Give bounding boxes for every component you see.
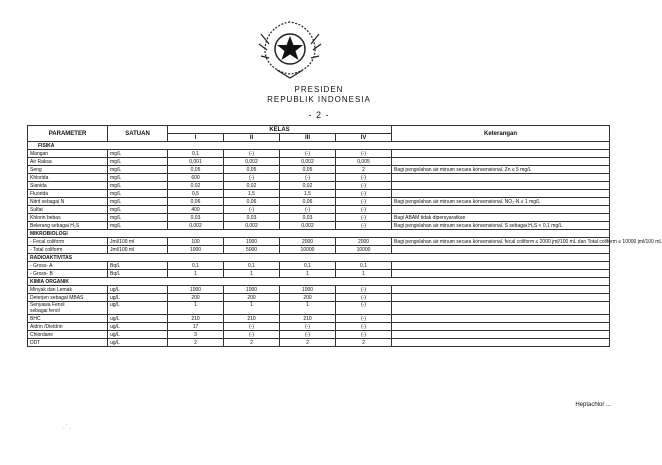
class-value-cell: 0,02	[168, 182, 224, 190]
parameter-cell: Khlorin bebas	[28, 214, 108, 222]
class-value-cell: 0,002	[280, 158, 336, 166]
unit-cell: Bq/L	[108, 262, 168, 270]
unit-cell: ug/L	[108, 315, 168, 323]
parameter-cell: Minyak dan Lemak	[28, 286, 108, 294]
parameter-line: sebagai fenol	[30, 308, 60, 314]
section-row	[28, 230, 610, 238]
keterangan-cell	[392, 190, 610, 198]
section-title: KIMIA ORGANIK	[28, 278, 610, 286]
parameter-cell: Khlorida	[28, 174, 108, 182]
class-value-cell: (-)	[280, 331, 336, 339]
class-value-cell: 1000	[168, 286, 224, 294]
class-value-cell: 210	[224, 315, 280, 323]
unit-cell: ug/L	[108, 294, 168, 302]
class-value-cell: 0,06	[280, 198, 336, 206]
table-row	[28, 339, 610, 347]
class-value-cell: (-)	[224, 206, 280, 214]
class-value-cell: (-)	[336, 206, 392, 214]
unit-cell: mg/L	[108, 174, 168, 182]
table-row	[28, 262, 610, 270]
class-value-cell: 0,03	[280, 214, 336, 222]
page-number: - 2 -	[308, 110, 330, 120]
class-value-cell: (-)	[336, 315, 392, 323]
class-value-cell: 2	[280, 339, 336, 347]
header-kelas: KELAS	[168, 126, 392, 134]
parameter-cell: Sianida	[28, 182, 108, 190]
class-value-cell: 0,05	[280, 166, 336, 174]
class-value-cell: 0,001	[168, 158, 224, 166]
scan-artifact: · ˙ .	[62, 425, 71, 431]
unit-cell: Jml/100 ml	[108, 238, 168, 246]
table-row	[28, 174, 610, 182]
unit-cell: Jml/100 ml	[108, 246, 168, 254]
keterangan-cell	[392, 323, 610, 331]
unit-cell: ug/L	[108, 286, 168, 294]
unit-cell: mg/L	[108, 198, 168, 206]
class-value-cell: 210	[280, 315, 336, 323]
unit-cell: mg/L	[108, 214, 168, 222]
table-row	[28, 182, 610, 190]
keterangan-cell	[392, 315, 610, 323]
parameter-cell: BHC	[28, 315, 108, 323]
class-value-cell: 1000	[280, 286, 336, 294]
class-value-cell: (-)	[336, 294, 392, 302]
class-value-cell: 2	[224, 339, 280, 347]
header-kelas-4: IV	[336, 134, 392, 142]
keterangan-cell: Bagi pengolahan air minum secara konvensional, Zn ≤ 5 mg/L	[392, 166, 610, 174]
section-title: RADIOAKTIVITAS	[28, 254, 610, 262]
parameter-cell: - Gross- B	[28, 270, 108, 278]
class-value-cell: 0,005	[336, 158, 392, 166]
class-value-cell: 10000	[280, 246, 336, 254]
table-row	[28, 214, 610, 222]
class-value-cell: (-)	[336, 182, 392, 190]
table-row	[28, 270, 610, 278]
class-value-cell: 17	[168, 323, 224, 331]
table-row	[28, 222, 610, 230]
table-row	[28, 166, 610, 174]
parameter-cell: Chlordane	[28, 331, 108, 339]
class-value-cell: (-)	[280, 206, 336, 214]
keterangan-cell	[392, 206, 610, 214]
parameter-cell: Air Raksa	[28, 158, 108, 166]
quality-standards-table	[27, 125, 662, 347]
keterangan-cell	[392, 339, 610, 347]
class-value-cell: 2000	[280, 238, 336, 246]
header-kelas-1: I	[168, 134, 224, 142]
class-value-cell: 3	[168, 331, 224, 339]
unit-cell: mg/L	[108, 158, 168, 166]
table-row	[28, 302, 610, 315]
class-value-cell: 1000	[224, 286, 280, 294]
table-row	[28, 150, 610, 158]
class-value-cell: 2	[168, 339, 224, 347]
class-value-cell: 1,5	[224, 190, 280, 198]
unit-cell: ug/L	[108, 331, 168, 339]
table-row	[28, 286, 610, 294]
parameter-cell: Fluorida	[28, 190, 108, 198]
class-value-cell: 0,06	[168, 198, 224, 206]
keterangan-cell: Bagi ABAM tidak dipersyaratkan	[392, 214, 610, 222]
class-value-cell: (-)	[280, 174, 336, 182]
class-value-cell: 0,02	[280, 182, 336, 190]
parameter-line: Senyawa Fenol	[30, 302, 65, 308]
class-value-cell: 1	[224, 270, 280, 278]
class-value-cell: 1000	[168, 246, 224, 254]
keterangan-cell	[392, 246, 610, 254]
class-value-cell: 2	[336, 339, 392, 347]
class-value-cell: 1	[224, 302, 280, 315]
table-body	[28, 142, 662, 347]
keterangan-cell	[392, 182, 610, 190]
class-value-cell: 0,1	[168, 262, 224, 270]
header-kelas-2: II	[224, 134, 280, 142]
keterangan-cell	[392, 331, 610, 339]
garuda-emblem-icon	[255, 14, 325, 80]
class-value-cell: 10000	[336, 246, 392, 254]
unit-cell: mg/L	[108, 166, 168, 174]
parameter-cell: Belerang sebagai H₂S	[28, 222, 108, 230]
class-value-cell: 0,05	[224, 166, 280, 174]
unit-cell: mg/L	[108, 206, 168, 214]
class-value-cell: (-)	[224, 150, 280, 158]
header-satuan: SATUAN	[108, 126, 168, 142]
parameter-cell: Sulfat	[28, 206, 108, 214]
section-row	[28, 254, 610, 262]
table-row	[28, 238, 610, 246]
table-row	[28, 206, 610, 214]
unit-cell: mg/L	[108, 182, 168, 190]
unit-cell: Bq/L	[108, 270, 168, 278]
keterangan-cell: Bagi pengolahan air minum secara konvensional, fecal coliform ≤ 2000 jml/100 mL dan Total coliform ≤ 10000 jml/100 mL	[392, 238, 610, 246]
class-value-cell: 5000	[224, 246, 280, 254]
class-value-cell: (-)	[336, 198, 392, 206]
class-value-cell: (-)	[336, 174, 392, 182]
unit-cell: mg/L	[108, 150, 168, 158]
parameter-cell: Mangan	[28, 150, 108, 158]
unit-cell: ug/L	[108, 302, 168, 315]
class-value-cell: 1	[336, 270, 392, 278]
keterangan-cell	[392, 150, 610, 158]
continuation-note: Heptachlor ...	[575, 402, 611, 408]
class-value-cell: (-)	[336, 286, 392, 294]
class-value-cell: (-)	[336, 323, 392, 331]
class-value-cell: 2000	[336, 238, 392, 246]
class-value-cell: 100	[168, 238, 224, 246]
class-value-cell: 1000	[224, 238, 280, 246]
class-value-cell: 1	[280, 302, 336, 315]
parameter-cell	[28, 302, 108, 315]
class-value-cell: 0,03	[168, 214, 224, 222]
class-value-cell: (-)	[224, 323, 280, 331]
parameter-cell: Nitrit sebagai N	[28, 198, 108, 206]
class-value-cell: 0,03	[224, 214, 280, 222]
table-row	[28, 198, 610, 206]
class-value-cell: 1	[168, 302, 224, 315]
keterangan-cell	[392, 286, 610, 294]
header-presiden: PRESIDEN	[294, 85, 344, 94]
class-value-cell: 0,1	[280, 262, 336, 270]
class-value-cell: 600	[168, 174, 224, 182]
table-row	[28, 190, 610, 198]
table-row	[28, 294, 610, 302]
class-value-cell: (-)	[336, 222, 392, 230]
class-value-cell: (-)	[336, 214, 392, 222]
class-value-cell: 2	[336, 166, 392, 174]
header-parameter: PARAMETER	[28, 126, 108, 142]
keterangan-cell	[392, 262, 610, 270]
parameter-cell: Seng	[28, 166, 108, 174]
class-value-cell: 1	[280, 270, 336, 278]
header-kelas-3: III	[280, 134, 336, 142]
keterangan-cell	[392, 270, 610, 278]
keterangan-cell	[392, 174, 610, 182]
class-value-cell: 0,05	[168, 166, 224, 174]
unit-cell: ug/L	[108, 339, 168, 347]
class-value-cell: 200	[224, 294, 280, 302]
class-value-cell: 0,1	[336, 262, 392, 270]
table-row	[28, 158, 610, 166]
section-row	[28, 278, 610, 286]
parameter-cell: - Fecal coliform	[28, 238, 108, 246]
header-keterangan: Keterangan	[392, 126, 610, 142]
class-value-cell: 0,002	[168, 222, 224, 230]
class-value-cell: 0,002	[224, 222, 280, 230]
class-value-cell: (-)	[336, 331, 392, 339]
keterangan-cell: Bagi pengolahan air minum secara konvensional, S sebagai H₂S < 0,1 mg/L	[392, 222, 610, 230]
class-value-cell: 1	[168, 270, 224, 278]
parameter-cell: Aldrin /Dieldrin	[28, 323, 108, 331]
unit-cell: ug/L	[108, 323, 168, 331]
class-value-cell: (-)	[224, 331, 280, 339]
class-value-cell: 0,02	[224, 182, 280, 190]
class-value-cell: 0,5	[168, 190, 224, 198]
table-row	[28, 315, 610, 323]
keterangan-cell: Bagi pengolahan air minum secara konvensional, NO₂-N ≤ 1 mg/L	[392, 198, 610, 206]
class-value-cell: (-)	[280, 150, 336, 158]
class-value-cell: 0,1	[168, 150, 224, 158]
parameter-cell: DDT	[28, 339, 108, 347]
section-title: MIKROBIOLOGI	[28, 230, 610, 238]
class-value-cell: 200	[280, 294, 336, 302]
class-value-cell: 210	[168, 315, 224, 323]
unit-cell: mg/L	[108, 222, 168, 230]
section-fisika: FISIKA	[28, 142, 610, 150]
class-value-cell: 200	[168, 294, 224, 302]
table-row	[28, 323, 610, 331]
class-value-cell: (-)	[224, 174, 280, 182]
keterangan-cell	[392, 294, 610, 302]
class-value-cell: (-)	[336, 150, 392, 158]
class-value-cell: 1,5	[280, 190, 336, 198]
class-value-cell: 400	[168, 206, 224, 214]
class-value-cell: 0,002	[280, 222, 336, 230]
parameter-cell: - Total coliform	[28, 246, 108, 254]
parameter-cell: Deterjen sebagai MBAS	[28, 294, 108, 302]
class-value-cell: (-)	[336, 302, 392, 315]
class-value-cell: 0,1	[224, 262, 280, 270]
class-value-cell: 0,06	[224, 198, 280, 206]
parameter-cell: - Gross- A	[28, 262, 108, 270]
class-value-cell: (-)	[336, 190, 392, 198]
keterangan-cell	[392, 158, 610, 166]
table-row	[28, 246, 610, 254]
class-value-cell: 0,002	[224, 158, 280, 166]
header-republik: REPUBLIK INDONESIA	[267, 95, 371, 104]
keterangan-cell	[392, 302, 610, 315]
unit-cell: mg/L	[108, 190, 168, 198]
table-row	[28, 331, 610, 339]
class-value-cell: (-)	[280, 323, 336, 331]
